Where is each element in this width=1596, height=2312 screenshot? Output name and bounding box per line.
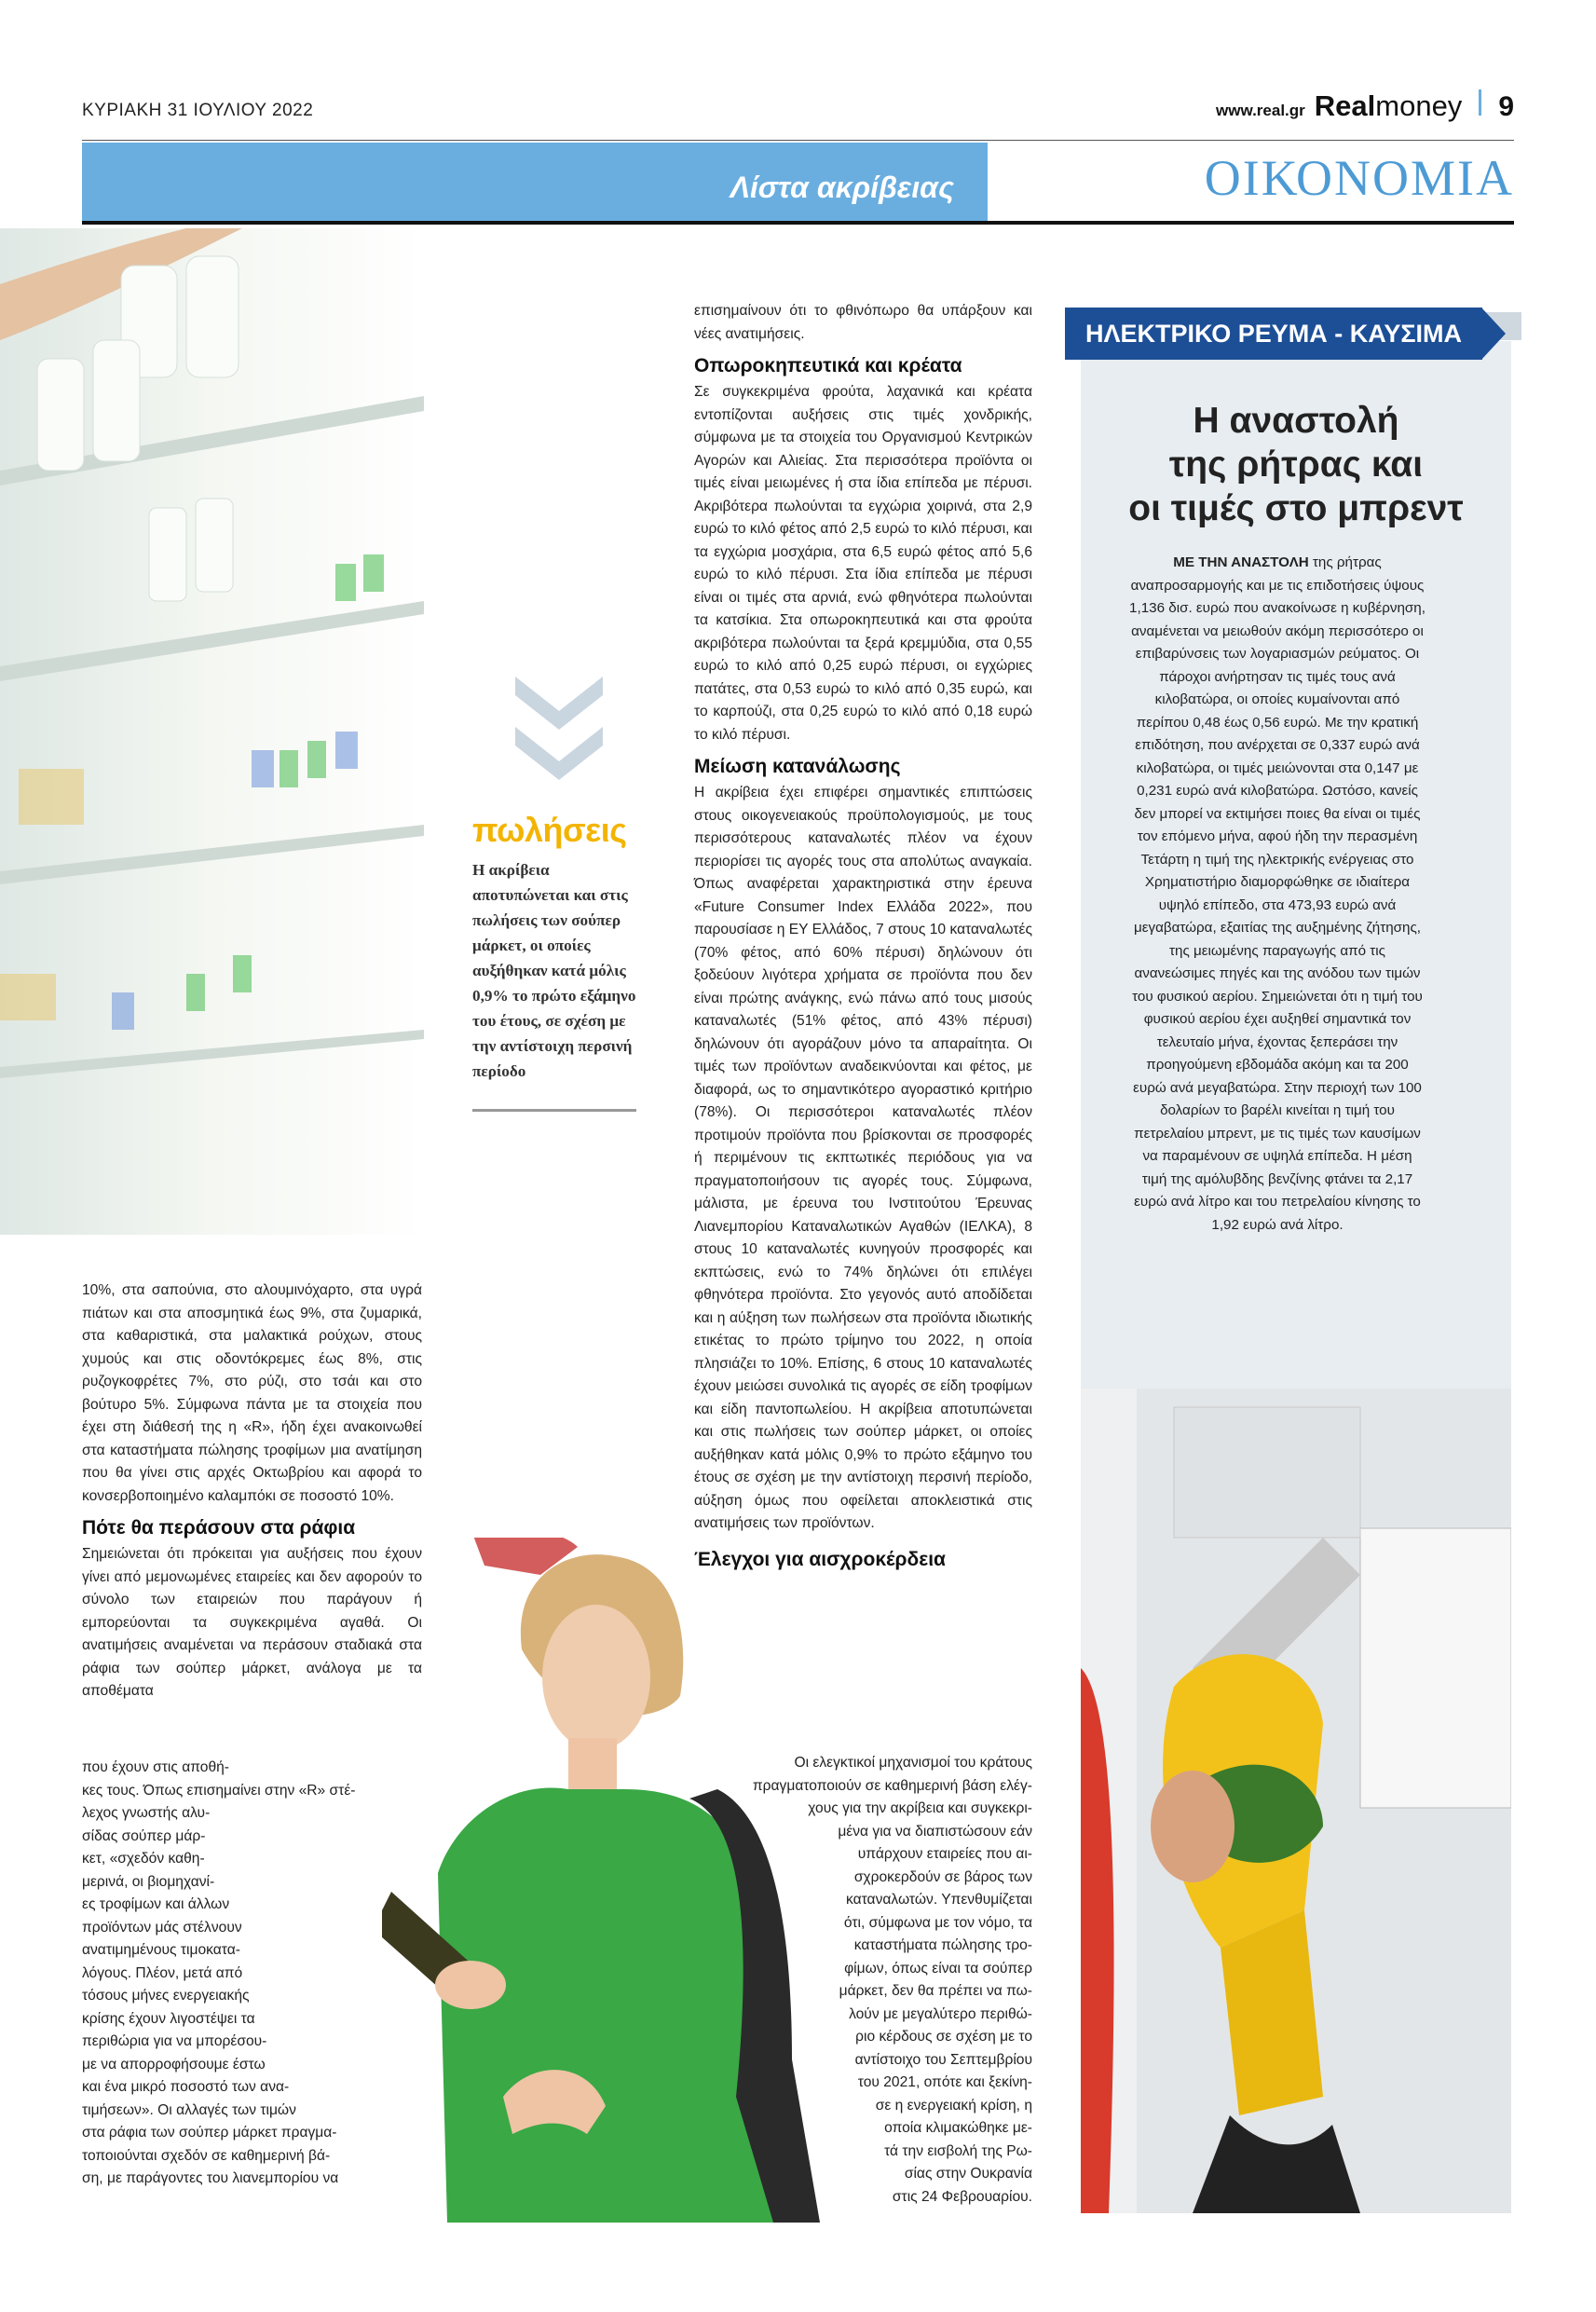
- mid-subheading-2: Μείωση κατανάλωσης: [694, 756, 901, 777]
- rubric-title: Λίστα ακρίβειας: [730, 171, 954, 204]
- mid-para-1: Σε συγκεκριμένα φρούτα, λαχανικά και κρέατα εντοπίζονται αυξήσεις στις τιμές χονδρικής, σύμφωνα με τα στοιχεία του Οργανισμού Κεντρικών Αγορών και Αλιείας. Στα περισσότερα προϊόντα οι τιμές είναι μειωμένες ή στα ίδια επίπεδα με πέρυσι. Ακριβότερα πωλούνται τα εγχώρια χοιρινά, στα 2,9 ευρώ το κιλό φέτος από 2,5 ευρώ το κιλό πέρυσι, και τα εγχώρια μοσχάρια, στα 6,5 ευρώ φέτος από 5,6 ευρώ το κιλό πέρυσι. Στα ίδια επίπεδα με πέρυσι είναι οι τιμές στα αρνιά, ενώ φθηνότερα πωλούνται τα κατσίκια. Στα οπωροκηπευτικά και στα φρούτα ακριβότερα πωλούνται τα ξερά κρεμμύδια, στα 0,55 ευρώ το κιλό από 0,25 ευρώ πέρυσι, οι εγχώριες πατάτες, στα 0,53 ευρώ το κιλό από 0,35 ευρώ, και το καρπούζι, στα 0,25 ευρώ το κιλό από 0,18 ευρώ το κιλό πέρυσι.: [694, 384, 1032, 743]
- text-line: οποία κλιμακώθηκε με-: [884, 2120, 1032, 2136]
- text-line: ση, με παράγοντες του λιανεμπορίου να: [82, 2170, 339, 2186]
- text-line: σε η ενεργειακή κρίση, η: [875, 2097, 1032, 2114]
- text-line: πραγματοποιούν σε καθημερινή βάση ελέγ-: [752, 1777, 1032, 1794]
- text-line: φίμων, όπως είναι τα σούπερ: [844, 1960, 1032, 1977]
- section-title: ΟΙΚΟΝΟΜΙΑ: [1204, 150, 1514, 206]
- site-url: www.real.gr: [1216, 102, 1305, 119]
- text-line: στα ράφια των σούπερ μάρκετ πραγμα-: [82, 2125, 337, 2141]
- rubric-bar: [82, 143, 988, 221]
- callout-heading: πωλήσεις: [472, 811, 627, 849]
- text-line: λούν με μεγαλύτερο περιθώ-: [849, 2005, 1032, 2022]
- text-line: με να απορροφήσουμε έστω: [82, 2056, 266, 2073]
- text-line: του 2021, οπότε και ξεκίνη-: [857, 2074, 1032, 2090]
- text-line: σίας στην Ουκρανία: [904, 2166, 1032, 2182]
- left-para-1: 10%, στα σαπούνια, στο αλουμινόχαρτο, στα υγρά πιάτων και στα αποσμητικά έως 9%, στα ζυμαρικά, στα καθαριστικά, στα μαλακτικά ρούχων, στους χυμούς και στις οδοντόκρεμες έως 8%, στις ρυζογκοφρέτες 7%, στο ρύζι, στο τσάι και στο βούτυρο 5%. Σύμφωνα πάντα με τα στοιχεία που έχει στη διάθεσή της η «R», ήδη έχει ανακοινωθεί στα καταστήματα πώλησης τροφίμων μια ανατίμηση που θα γίνει στις αρχές Οκτωβρίου και αφορά το κονσερβοποιημένο καλαμπόκι σε ποσοστό 10%.: [82, 1282, 422, 1504]
- brand-light: money: [1375, 89, 1463, 122]
- text-line: κες τους. Όπως επισημαίνει στην «R» στέ-: [82, 1782, 356, 1799]
- fuel-nozzle-photo: [1081, 1389, 1511, 2213]
- text-line: καταστήματα πώλησης τρο-: [853, 1937, 1032, 1953]
- text-line: τιμήσεων». Οι αλλαγές των τιμών: [82, 2101, 296, 2118]
- sidebar-title-line: της ρήτρας και: [1168, 445, 1424, 485]
- left-para-2: Σημειώνεται ότι πρόκειται για αυξήσεις που έχουν γίνει από μεμονωμένες εταιρείες και δεν αφορούν το σύνολο των εταιρειών που παράγουν ή εμπορεύονται τα συγκεκριμένα αγαθά. Οι ανατιμήσεις αναμένεται να περάσουν σταδιακά στα ράφια των σούπερ μάρκετ, ανάλογα με τα αποθέματα: [82, 1546, 422, 1699]
- text-line: υπάρχουν εταιρείες που αι-: [857, 1846, 1032, 1862]
- callout-text: Η ακρίβεια αποτυπώνεται και στις πωλήσεις των σούπερ μάρκετ, οι οποίες αυξήθηκαν κατά μόλις 0,9% το πρώτο εξάμηνο του έτους, σε σχέση με την αντίστοιχη περσινή περίοδο: [472, 861, 636, 1080]
- text-line: λεχος γνωστής αλυ-: [82, 1805, 211, 1821]
- text-line: ες τροφίμων και άλλων: [82, 1896, 230, 1912]
- left-column: [82, 1279, 422, 1703]
- middle-column: [694, 300, 1032, 1575]
- text-line: χους για την ακρίβεια και συγκεκρι-: [808, 1800, 1032, 1816]
- text-line: κρίσης έχουν λιγοστέψει τα: [82, 2010, 255, 2027]
- text-line: μάρκετ, δεν θα πρέπει να πω-: [839, 1983, 1032, 1999]
- left-column-wrapped: [82, 1757, 417, 2191]
- sidebar-tag: ΗΛΕΚΤΡΙΚΟ ΡΕΥΜΑ - ΚΑΥΣΙΜΑ: [1065, 308, 1482, 360]
- text-line: τοποιούνται σχεδόν σε καθημερινή βά-: [82, 2147, 331, 2164]
- text-line: που έχουν στις αποθή-: [82, 1759, 229, 1775]
- middle-column-wrapped: [694, 1752, 1032, 2209]
- text-line: στις 24 Φεβρουαρίου.: [892, 2188, 1032, 2205]
- left-subheading: Πότε θα περάσουν στα ράφια: [82, 1517, 356, 1539]
- supermarket-photo: [0, 228, 424, 1235]
- masthead: [1216, 89, 1514, 123]
- text-line: κετ, «σχεδόν καθη-: [82, 1851, 205, 1867]
- text-line: σίδας σούπερ μάρ-: [82, 1827, 206, 1844]
- text-line: ανατιμημένους τιμοκατα-: [82, 1942, 240, 1958]
- sidebar-tag-arrow: [1481, 308, 1506, 360]
- text-line: ριο κέρδους σε σχέση με το: [855, 2029, 1032, 2045]
- callout-rule: [472, 1109, 636, 1112]
- brand-bold: Real: [1314, 89, 1376, 122]
- header-rule: [82, 140, 1514, 141]
- sidebar-body: της ρήτρας αναπροσαρμογής και με τις επιδοτήσεις ύψους 1,136 δισ. ευρώ που ανακοίνωσε η κυβέρνηση, αναμένεται να μειωθούν ακόμη περισσότερο οι επιβαρύνσεις των λογαριασμών ρεύματος. Οι πάροχοι ανήρτησαν τις τιμές τους ανά κιλοβατώρα, οι οποίες κυμαίνονται από περίπου 0,48 έως 0,56 ευρώ. Με την κρατική επιδότηση, που ανέρχεται σε 0,337 ευρώ ανά κιλοβατώρα, οι τιμές μειώνονται στα 0,147 με 0,231 ευρώ ανά κιλοβατώρα. Ωστόσο, κανείς δεν μπορεί να εκτιμήσει ποιες θα είναι οι τιμές τον επόμενο μήνα, αφού ήδη την περασμένη Τετάρτη η τιμή της ηλεκτρικής ενέργειας στο Χρηματιστήριο διαμορφώθηκε σε ιδιαίτερα υψηλό επίπεδο, στα 473,93 ευρώ ανά μεγαβατώρα, εξαιτίας της αυξημένης ζήτησης, της μειωμένης παραγωγής από τις ανανεώσιμες πηγές και της ανόδου των τιμών του φυσικού αερίου. Σημειώνεται ότι η τιμή του φυσικού αερίου έχει αυξηθεί σημαντικά τον τελευταίο μήνα, έχοντας ξεπεράσει την προηγούμενη εβδομάδα ακόμη και τα 200 ευρώ ανά μεγαβατώρα. Στην περιοχή των 100 δολαρίων το βαρέλι κινείται η τιμή του πετρελαίου μπρεντ, με τις τιμές των καυσίμων να παραμένουν σε υψηλά επίπεδα. Η μέση τιμή της αμόλυβδης βενζίνης φτάνει τα 2,17 ευρώ ανά λίτρο και του πετρελαίου κίνησης το 1,92 ευρώ ανά λίτρο.: [1129, 554, 1425, 1233]
- text-line: μερινά, οι βιομηχανί-: [82, 1873, 215, 1890]
- text-line: μένα για να διαπιστώσουν εάν: [838, 1823, 1032, 1840]
- sidebar-title-line: οι τιμές στο μπρεντ: [1128, 488, 1464, 528]
- mid-para-2: Η ακρίβεια έχει επιφέρει σημαντικές επιπτώσεις στους οικογενειακούς προϋπολογισμούς, με τους περισσότερους καταναλωτές πλέον να έχουν περιορίσει τις αγορές τους στα απολύτως αναγκαία. Όπως αναφέρεται χαρακτηριστικά στην έρευνα «Future Consumer Index Ελλάδα 2022», που παρουσίασε η ΕΥ Ελλάδος, 7 στους 10 καταναλωτές (70% φέτος, από 60% πέρυσι) δηλώνουν ότι ξοδεύουν λιγότερα χρήματα σε προϊόντα που δεν είναι πρώτης ανάγκης, ενώ πάνω από τους μισούς καταναλωτές (51% φέτος, από 43% πέρυσι) δηλώνουν ότι αγοράζουν μόνο τα απαραίτητα. Οι τιμές των προϊόντων αναδεικνύονται και φέτος, με διαφορά, ως το σημαντικότερο αγοραστικό κριτήριο (78%). Οι περισσότεροι καταναλωτές πλέον προτιμούν προϊόντα που βρίσκονται σε προσφορές ή περιμένουν τις εκπτωτικές περιόδους για να πραγματοποιήσουν τις αγορές τους. Σύμφωνα, μάλιστα, με έρευνα του Ινστιτούτου Έρευνας Λιανεμπορίου Καταναλωτικών Αγαθών (ΙΕΛΚΑ), 8 στους 10 καταναλωτές κυνηγούν προσφορές και εκπτώσεις, ενώ το 74% δηλώνει ότι επιλέγει φθηνότερα προϊόντα. Στο γεγονός αυτό αποδίδεται και η αύξηση των πωλήσεων στα προϊόντα ιδιωτικής ετικέτας το πρώτο τρίμηνο του 2022, η οποία πλησιάζει το 10%. Επίσης, 6 στους 10 καταναλωτές έχουν μειώσει συνολικά τις αγορές σε είδη τροφίμων και είδη παντοπωλείου. Η ακρίβεια αποτυπώνεται και στις πωλήσεις των σούπερ μάρκετ, οι οποίες αυξήθηκαν κατά μόλις 0,9% το πρώτο εξάμηνο του έτους σε σχέση με την αντίστοιχη περσινή περίοδο, αύξηση όμως που οφείλεται αποκλειστικά στις ανατιμήσεις των προϊόντων.: [694, 785, 1032, 1531]
- masthead-divider: [1479, 89, 1481, 116]
- text-line: τά την εισβολή της Ρω-: [884, 2142, 1032, 2159]
- text-line: αντίστοιχο του Σεπτεμβρίου: [854, 2051, 1032, 2068]
- sidebar-lead: ΜΕ ΤΗΝ ΑΝΑΣΤΟΛΗ: [1173, 554, 1309, 570]
- text-line: σχροκερδούν σε βάρος των: [853, 1868, 1032, 1885]
- text-line: ότι, σύμφωνα με τον νόμο, τα: [843, 1914, 1032, 1931]
- issue-date: ΚΥΡΙΑΚΗ 31 ΙΟΥΛΙΟΥ 2022: [82, 101, 314, 120]
- text-line: και ένα μικρό ποσοστό των ανα-: [82, 2079, 290, 2095]
- mid-subheading-1: Οπωροκηπευτικά και κρέατα: [694, 355, 962, 376]
- mid-para-0: επισημαίνουν ότι το φθινόπωρο θα υπάρξουν και νέες ανατιμήσεις.: [694, 303, 1032, 342]
- text-line: περιθώρια για να μπορέσου-: [82, 2033, 267, 2049]
- header-thick-rule: [82, 221, 1514, 225]
- text-line: τόσους μήνες ενεργειακής: [82, 1988, 250, 2004]
- sidebar-title-line: Η αναστολή: [1193, 401, 1399, 441]
- text-line: καταναλωτών. Υπενθυμίζεται: [846, 1892, 1032, 1908]
- sidebar-title: [1081, 399, 1511, 530]
- text-line: λόγους. Πλέον, μετά από: [82, 1964, 243, 1981]
- brand-logo: [1315, 89, 1463, 123]
- text-line: προϊόντων μάς στέλνουν: [82, 1919, 242, 1936]
- sidebar-text: [1129, 552, 1425, 1237]
- page-number: 9: [1498, 91, 1514, 122]
- text-line: Οι ελεγκτικοί μηχανισμοί του κράτους: [794, 1755, 1032, 1771]
- chevron-down-icon: [508, 669, 610, 786]
- mid-subheading-3: Έλεγχοι για αισχροκέρδεια: [694, 1548, 946, 1570]
